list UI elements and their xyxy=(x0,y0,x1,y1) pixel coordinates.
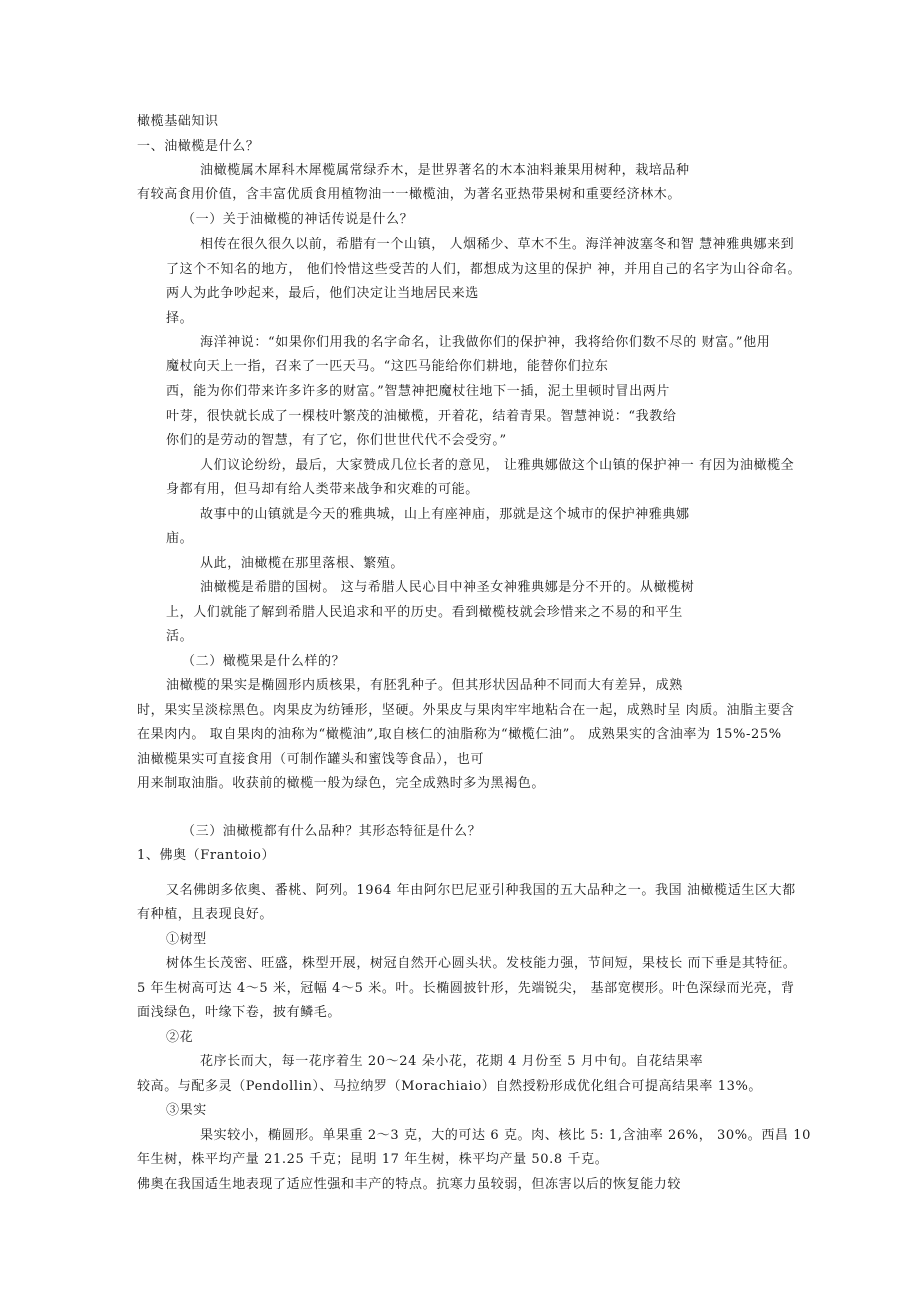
paragraph-line: 较高。与配多灵（Pendollin）、马拉纳罗（Morachiaio）自然授粉形成优化组合可提高结果率 13%。 xyxy=(137,1079,762,1094)
item-heading: ③果实 xyxy=(166,1103,207,1118)
item-heading: ①树型 xyxy=(166,932,207,947)
item-heading: ②花 xyxy=(166,1030,194,1045)
subsection-heading: （二）橄榄果是什么样的？ xyxy=(182,654,346,669)
paragraph-line: 从此，油橄榄在那里落根、繁殖。 xyxy=(200,556,405,571)
paragraph-line: 海洋神说：“如果你们用我的名字命名，让我做你们的保护神，我将给你们数不尽的 财富。”他用 xyxy=(200,335,771,350)
paragraph-line: 叶芽，很快就长成了一棵枝叶繁茂的油橄榄，开着花，结着青果。智慧神说：“我教给 xyxy=(166,409,677,424)
paragraph-line: 庙。 xyxy=(166,531,194,546)
subsection-heading: （一）关于油橄榄的神话传说是什么？ xyxy=(182,212,414,227)
paragraph-line: 用来制取油脂。收获前的橄榄一般为绿色，完全成熟时多为黑褐色。 xyxy=(137,776,546,791)
paragraph-line: 佛奥在我国适生地表现了适应性强和丰产的特点。抗寒力虽较弱，但冻害以后的恢复能力较 xyxy=(137,1177,682,1192)
paragraph-line: 人们议论纷纷，最后，大家赞成几位长者的意见， 让雅典娜做这个山镇的保护神一 有因为油橄榄全 xyxy=(200,458,795,473)
subsection-heading: （三）油橄榄都有什么品种？其形态特征是什么？ xyxy=(182,824,482,839)
paragraph-line: 故事中的山镇就是今天的雅典城，山上有座神庙，那就是这个城市的保护神雅典娜 xyxy=(200,507,690,522)
paragraph-line: 面浅绿色，叶缘下卷，披有鳞毛。 xyxy=(137,1005,342,1020)
paragraph-line: 魔杖向天上一指，召来了一匹天马。“这匹马能给你们耕地，能替你们拉东 xyxy=(166,359,609,374)
paragraph-line: 油橄榄是希腊的国树。 这与希腊人民心目中神圣女神雅典娜是分不开的。从橄榄树 xyxy=(200,580,695,595)
paragraph-line: 在果肉内。 取自果肉的油称为“橄榄油”,取自核仁的油脂称为“橄榄仁油”。 成熟果实的含油率为 15%-25% xyxy=(137,727,782,742)
section-heading: 一、油橄榄是什么？ xyxy=(137,139,260,154)
paragraph-line: 油橄榄属木犀科木犀榄属常绿乔木，是世界著名的木本油料兼果用树种，栽培品种 xyxy=(200,163,690,178)
paragraph-line: 西，能为你们带来许多许多的财富。”智慧神把魔杖往地下一插，泥土里顿时冒出两片 xyxy=(166,384,670,399)
paragraph-line: 时，果实呈淡棕黑色。肉果皮为纺锤形，坚硬。外果皮与果肉牢牢地粘合在一起，成熟时呈 肉质。油脂主要含 xyxy=(137,703,795,718)
paragraph-line: 油橄榄果实可直接食用（可制作罐头和蜜饯等食品），也可 xyxy=(137,752,485,767)
paragraph-line: 果实较小，椭圆形。单果重 2～3 克，大的可达 6 克。肉、核比 5: 1,含油率 26%， 30%。西昌 10 xyxy=(200,1128,811,1143)
variety-heading: 1、佛奥（Frantoio） xyxy=(137,848,276,863)
paragraph-line: 择。 xyxy=(166,311,194,326)
paragraph-line: 两人为此争吵起来，最后，他们决定让当地居民来选 xyxy=(166,286,479,301)
paragraph-line: 你们的是劳动的智慧，有了它，你们世世代代不会受穷。” xyxy=(166,433,507,448)
paragraph-line: 了这个不知名的地方， 他们怜惜这些受苦的人们，都想成为这里的保护 神，并用自己的名字为山谷命名。 xyxy=(166,262,802,277)
paragraph-line: 树体生长茂密、旺盛，株型开展，树冠自然开心圆头状。发枝能力强，节间短，果枝长 而下垂是其特征。 xyxy=(166,956,797,971)
paragraph-line: 年生树，株平均产量 21.25 千克；昆明 17 年生树，株平均产量 50.8 千克。 xyxy=(137,1152,609,1167)
paragraph-line: 相传在很久很久以前，希腊有一个山镇， 人烟稀少、草木不生。海洋神波塞冬和智 慧神雅典娜来到 xyxy=(200,237,795,252)
paragraph-line: 5 年生树高可达 4～5 米，冠幅 4～5 米。叶。长椭圆披针形，先端锐尖， 基部宽楔形。叶色深绿而光亮，背 xyxy=(137,981,795,996)
paragraph-line: 又名佛朗多依奥、番桃、阿列。1964 年由阿尔巴尼亚引种我国的五大品种之一。我国 油橄榄适生区大都 xyxy=(166,883,796,898)
doc-title: 橄榄基础知识 xyxy=(137,114,219,129)
paragraph-line: 油橄榄的果实是椭圆形内质核果，有胚乳种子。但其形状因品种不同而大有差异，成熟 xyxy=(166,678,683,693)
paragraph-line: 上，人们就能了解到希腊人民追求和平的历史。看到橄榄枝就会珍惜来之不易的和平生 xyxy=(166,605,683,620)
paragraph-line: 身都有用，但马却有给人类带来战争和灾难的可能。 xyxy=(166,482,479,497)
paragraph-line: 活。 xyxy=(166,629,194,644)
paragraph-line: 花序长而大，每一花序着生 20～24 朵小花，花期 4 月份至 5 月中旬。自花结果率 xyxy=(200,1054,704,1069)
paragraph-line: 有种植，且表现良好。 xyxy=(137,907,274,922)
paragraph-line: 有较高食用价值，含丰富优质食用植物油一一橄榄油，为著名亚热带果树和重要经济林木。 xyxy=(137,187,682,202)
